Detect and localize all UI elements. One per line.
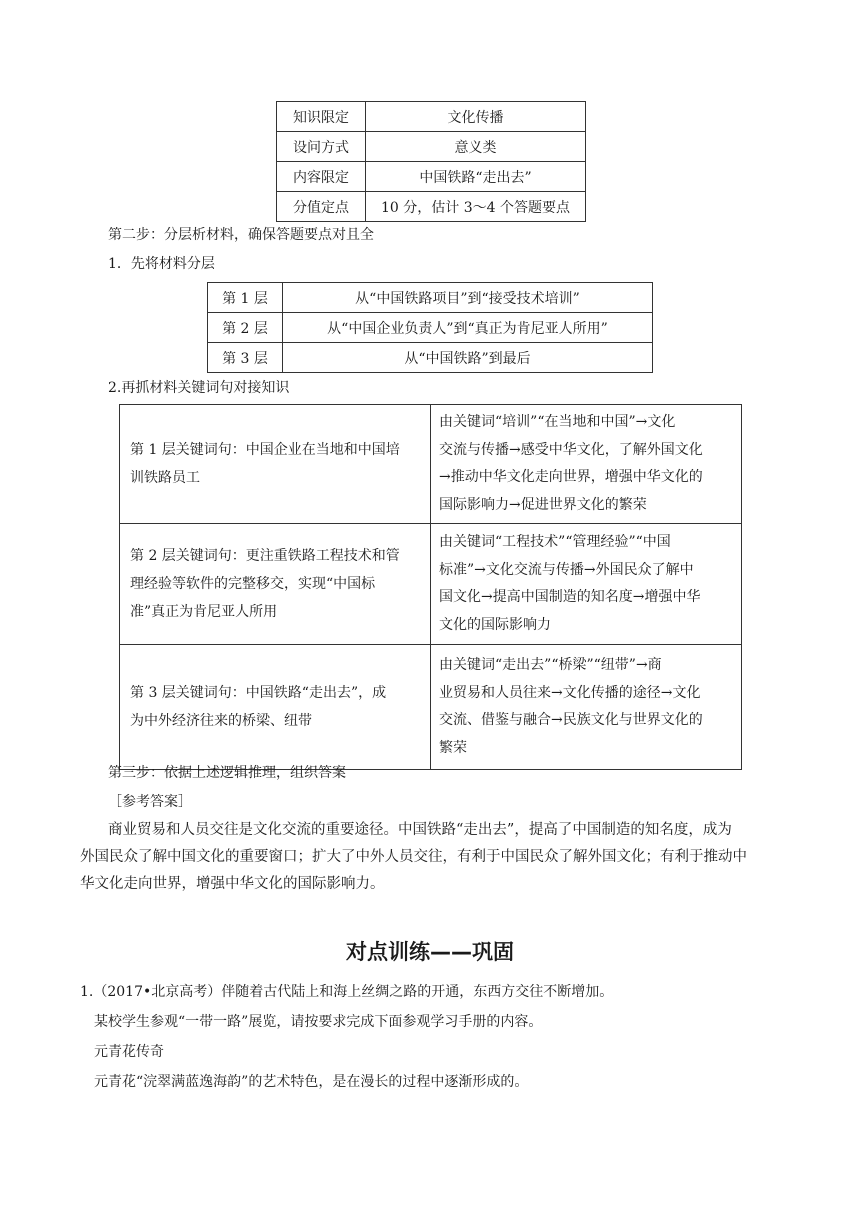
table-value-cell: 中国铁路“走出去” bbox=[366, 162, 586, 192]
cell-line: 业贸易和人员往来→文化传播的途径→文化 bbox=[439, 684, 701, 701]
table-value-cell: 从“中国企业负责人”到“真正为肯尼亚人所用” bbox=[283, 313, 653, 343]
cell-line: 准”真正为肯尼亚人所用 bbox=[130, 604, 278, 620]
table-value-cell: 从“中国铁路”到最后 bbox=[283, 343, 653, 373]
table-key-cell: 设问方式 bbox=[277, 132, 366, 162]
table-row bbox=[277, 192, 586, 222]
table-row bbox=[208, 343, 653, 373]
table-key-cell: 第 3 层 bbox=[208, 343, 283, 373]
cell-line: 为中外经济往来的桥梁、纽带 bbox=[130, 713, 312, 729]
question-1-subtitle: 元青花传奇 bbox=[94, 1044, 164, 1060]
cell-line: 国文化→提高中国制造的知名度→增强中华 bbox=[439, 589, 701, 605]
table-row bbox=[277, 132, 586, 162]
cell-line: 标准”→文化交流与传播→外国民众了解中 bbox=[439, 561, 694, 578]
table-right-cell bbox=[431, 524, 742, 645]
table-value-cell: 文化传播 bbox=[366, 102, 586, 132]
answer-line: 商业贸易和人员交往是文化交流的重要途径。中国铁路“走出去”，提高了中国制造的知名度，成为 bbox=[108, 822, 732, 838]
reference-answer-label: ［参考答案］ bbox=[108, 794, 192, 810]
table-value-cell: 10 分，估计 3～4 个答题要点 bbox=[366, 192, 586, 222]
step-two-sub-1: 1．先将材料分层 bbox=[108, 256, 215, 272]
step-three-heading: 第三步：依据上述逻辑推理，组织答案 bbox=[108, 765, 346, 781]
cell-line: 文化的国际影响力 bbox=[439, 616, 551, 633]
cell-line: 由关键词“培训”“在当地和中国”→文化 bbox=[439, 414, 676, 430]
table-row bbox=[277, 102, 586, 132]
table-value-cell: 从“中国铁路项目”到“接受技术培训” bbox=[283, 283, 653, 313]
table-left-cell bbox=[120, 405, 431, 524]
table-row bbox=[120, 524, 742, 645]
question-analysis-table bbox=[276, 101, 586, 222]
table-row bbox=[208, 283, 653, 313]
table-row bbox=[277, 162, 586, 192]
cell-line: 繁荣 bbox=[439, 739, 467, 756]
cell-line: 第 2 层关键词句：更注重铁路工程技术和管 bbox=[130, 548, 400, 564]
table-row bbox=[120, 405, 742, 524]
table-left-cell bbox=[120, 645, 431, 770]
table-value-cell: 意义类 bbox=[366, 132, 586, 162]
cell-line: 训铁路员工 bbox=[130, 470, 200, 486]
table-right-cell bbox=[431, 405, 742, 524]
table-key-cell: 分值定点 bbox=[277, 192, 366, 222]
step-two-heading: 第二步：分层析材料，确保答题要点对且全 bbox=[108, 227, 374, 243]
material-layers-table bbox=[207, 282, 653, 373]
section-title: 对点训练——巩固 bbox=[346, 940, 514, 964]
table-key-cell: 内容限定 bbox=[277, 162, 366, 192]
table-key-cell: 知识限定 bbox=[277, 102, 366, 132]
table-row bbox=[120, 645, 742, 770]
table-right-cell bbox=[431, 645, 742, 770]
table-left-cell bbox=[120, 524, 431, 645]
answer-line: 华文化走向世界，增强中华文化的国际影响力。 bbox=[80, 876, 385, 892]
question-1-stem: 1.（2017•北京高考）伴随着古代陆上和海上丝绸之路的开通，东西方交往不断增加。 bbox=[80, 984, 614, 1000]
reference-answer bbox=[80, 817, 780, 898]
cell-line: 第 1 层关键词句：中国企业在当地和中国培 bbox=[130, 442, 400, 458]
keyword-knowledge-table bbox=[119, 404, 742, 770]
cell-line: 由关键词“走出去”“桥梁”“纽带”→商 bbox=[439, 657, 662, 673]
cell-line: 交流与传播→感受中华文化，了解外国文化 bbox=[439, 441, 703, 458]
cell-line: 由关键词“工程技术”“管理经验”“中国 bbox=[439, 534, 671, 550]
table-key-cell: 第 1 层 bbox=[208, 283, 283, 313]
step-two-sub-2: 2.再抓材料关键词句对接知识 bbox=[108, 380, 290, 396]
cell-line: 理经验等软件的完整移交，实现“中国标 bbox=[130, 576, 376, 592]
answer-line: 外国民众了解中国文化的重要窗口；扩大了中外人员交往，有利于中国民众了解外国文化；有利于推动中 bbox=[80, 849, 747, 865]
cell-line: 交流、借鉴与融合→民族文化与世界文化的 bbox=[439, 712, 703, 728]
cell-line: →推动中华文化走向世界，增强中华文化的 bbox=[439, 469, 703, 485]
question-1-text: 元青花“浣翠满蓝逸海韵”的艺术特色，是在漫长的过程中逐渐形成的。 bbox=[94, 1074, 529, 1090]
question-1-instruction: 某校学生参观“一带一路”展览，请按要求完成下面参观学习手册的内容。 bbox=[94, 1014, 543, 1030]
table-key-cell: 第 2 层 bbox=[208, 313, 283, 343]
table-row bbox=[208, 313, 653, 343]
cell-line: 国际影响力→促进世界文化的繁荣 bbox=[439, 496, 647, 513]
cell-line: 第 3 层关键词句：中国铁路“走出去”，成 bbox=[130, 685, 387, 701]
